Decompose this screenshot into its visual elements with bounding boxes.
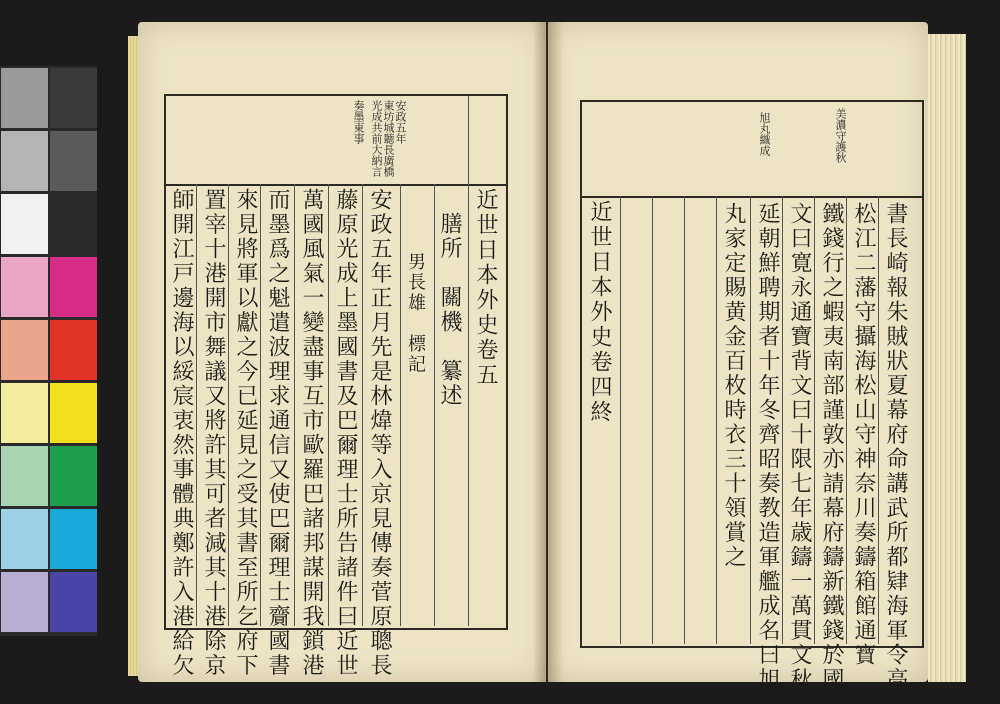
margin-note: 美濃守護秋 <box>834 108 847 163</box>
color-swatch <box>1 131 48 191</box>
left-column-rule <box>260 184 261 626</box>
color-swatch <box>50 383 97 443</box>
text-column: 文曰寛永通寶背文曰十限七年歳鑄一萬貫文秋 <box>787 202 812 692</box>
right-column-rule <box>878 196 879 644</box>
book-edge-right <box>928 34 966 682</box>
color-swatch <box>50 257 97 317</box>
color-swatch <box>50 68 97 128</box>
text-column: 書長崎報朱賊狀夏幕府命講武所都肄海軍令高 <box>883 202 908 692</box>
margin-note: 安政五年 <box>394 100 407 144</box>
color-swatch <box>50 572 97 632</box>
color-swatch <box>50 509 97 569</box>
volume-end-title: 近世日本外史卷四終 <box>587 200 612 425</box>
text-column: 鐵錢行之蝦夷南部謹敦亦請幕府鑄新鐵錢於國 <box>819 202 844 692</box>
margin-note: 光成共前大納言 <box>370 100 383 177</box>
text-column: 而墨爲之魁遣波理求通信又使巴爾理士齎國書 <box>265 188 290 678</box>
left-column-rule <box>400 184 401 626</box>
color-swatch <box>1 572 48 632</box>
book-gutter <box>533 22 563 682</box>
text-column: 來見將軍以獻之今已延見之受其書至所乞府下 <box>233 188 258 678</box>
color-swatch <box>1 194 48 254</box>
text-column: 師開江戸邊海以綏宸衷然事體典鄭許入港給欠 <box>169 188 194 678</box>
right-column-rule <box>716 196 717 644</box>
left-column-rule <box>294 184 295 626</box>
right-header-rule <box>580 196 922 198</box>
margin-note: 旭丸織成 <box>758 112 771 156</box>
author-line: 膳所 關機 纂述 <box>437 212 462 408</box>
right-column-rule <box>814 196 815 644</box>
color-swatch <box>1 68 48 128</box>
color-swatch <box>50 194 97 254</box>
color-swatch <box>1 446 48 506</box>
color-swatch <box>1 383 48 443</box>
annotator-line: 男長雄 標記 <box>405 252 426 375</box>
color-checker-card <box>0 66 97 636</box>
text-column: 松江二藩守攝海松山守神奈川奏鑄箱館通寶 <box>851 202 876 668</box>
left-header-rule <box>164 184 506 186</box>
left-column-rule <box>468 96 469 626</box>
left-column-rule <box>328 184 329 626</box>
open-book <box>128 16 968 692</box>
color-swatch <box>1 320 48 380</box>
left-column-rule <box>362 184 363 626</box>
text-column: 萬國風氣一變盡事互市歐羅巴諸邦謀開我鎖港 <box>299 188 324 678</box>
color-swatch <box>1 257 48 317</box>
right-column-rule <box>652 196 653 644</box>
right-column-rule <box>684 196 685 644</box>
text-column: 丸家定賜黄金百枚時衣三十領賞之 <box>721 202 746 570</box>
left-column-rule <box>196 184 197 626</box>
margin-note: 東坊城聽長廣橋 <box>382 100 395 177</box>
volume-title: 近世日本外史卷五 <box>473 188 498 388</box>
color-swatch <box>1 509 48 569</box>
color-swatch <box>50 131 97 191</box>
left-column-rule <box>228 184 229 626</box>
text-column: 藤原光成上墨國書及巴爾理士所告諸件曰近世 <box>333 188 358 678</box>
margin-note: 奏墨東事 <box>352 100 365 144</box>
right-column-rule <box>782 196 783 644</box>
right-column-rule <box>750 196 751 644</box>
color-swatch <box>50 446 97 506</box>
color-swatch <box>50 320 97 380</box>
text-column: 延朝鮮聘期者十年冬齊昭奏教造軍艦成名曰旭 <box>755 202 780 692</box>
text-column: 置宰十港開市舞議又將許其可者減其十港除京 <box>201 188 226 678</box>
text-column: 安政五年正月先是林煒等入京見傳奏菅原聰長 <box>367 188 392 678</box>
right-column-rule <box>846 196 847 644</box>
right-column-rule <box>620 196 621 644</box>
